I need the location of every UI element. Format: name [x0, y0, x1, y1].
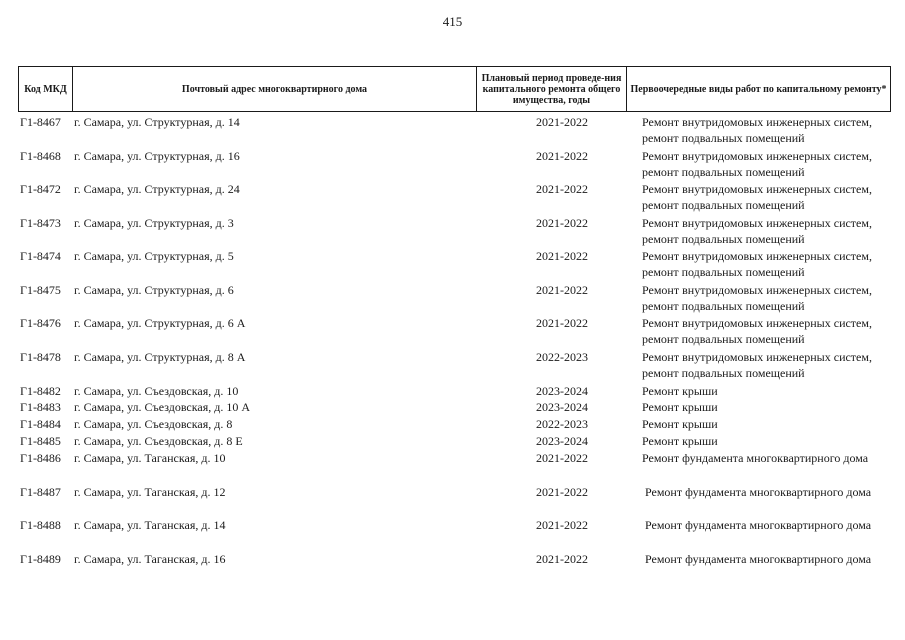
row-address: г. Самара, ул. Структурная, д. 5 [74, 249, 234, 263]
row-work-line1: Ремонт крыши [642, 434, 718, 448]
row-address: г. Самара, ул. Таганская, д. 14 [74, 518, 226, 532]
row-address: г. Самара, ул. Структурная, д. 3 [74, 216, 234, 230]
row-address: г. Самара, ул. Съездовская, д. 10 А [74, 400, 251, 414]
row-period: 2021-2022 [536, 149, 588, 163]
row-work-line2: ремонт подвальных помещений [642, 265, 805, 279]
row-period: 2021-2022 [536, 216, 588, 230]
row-address: г. Самара, ул. Структурная, д. 6 [74, 283, 234, 297]
row-work-line2: ремонт подвальных помещений [642, 366, 805, 380]
row-code: Г1-8482 [20, 384, 61, 398]
row-work-line2: ремонт подвальных помещений [642, 198, 805, 212]
row-address: г. Самара, ул. Таганская, д. 16 [74, 552, 226, 566]
row-code: Г1-8485 [20, 434, 61, 448]
row-period: 2021-2022 [536, 182, 588, 196]
row-period: 2023-2024 [536, 434, 588, 448]
row-period: 2022-2023 [536, 417, 588, 431]
row-period: 2022-2023 [536, 350, 588, 364]
row-code: Г1-8478 [20, 350, 61, 364]
header-period: Плановый период проведе-ния капитального ремонта общего имущества, годы [477, 67, 627, 112]
row-code: Г1-8475 [20, 283, 61, 297]
row-work-line1: Ремонт внутридомовых инженерных систем, [642, 149, 872, 163]
row-code: Г1-8474 [20, 249, 61, 263]
row-work-line1: Ремонт внутридомовых инженерных систем, [642, 283, 872, 297]
row-code: Г1-8488 [20, 518, 61, 532]
row-code: Г1-8468 [20, 149, 61, 163]
row-period: 2021-2022 [536, 249, 588, 263]
row-work-line2: ремонт подвальных помещений [642, 332, 805, 346]
row-address: г. Самара, ул. Структурная, д. 14 [74, 115, 240, 129]
row-period: 2021-2022 [536, 316, 588, 330]
page-number: 415 [442, 14, 463, 29]
row-work-line2: ремонт подвальных помещений [642, 299, 805, 313]
row-code: Г1-8487 [20, 485, 61, 499]
row-address: г. Самара, ул. Съездовская, д. 10 [74, 384, 239, 398]
row-work-line1: Ремонт фундамента многоквартирного дома [645, 485, 872, 499]
row-work-line1: Ремонт фундамента многоквартирного дома [642, 451, 869, 465]
header-works: Первоочередные виды работ по капитальному ремонту* [627, 67, 891, 112]
row-period: 2021-2022 [536, 485, 588, 499]
row-work-line1: Ремонт фундамента многоквартирного дома [645, 518, 872, 532]
row-address: г. Самара, ул. Таганская, д. 10 [74, 451, 226, 465]
header-code: Код МКД [19, 67, 73, 112]
row-period: 2021-2022 [536, 115, 588, 129]
row-work-line2: ремонт подвальных помещений [642, 165, 805, 179]
row-code: Г1-8473 [20, 216, 61, 230]
row-work-line1: Ремонт внутридомовых инженерных систем, [642, 115, 872, 129]
row-address: г. Самара, ул. Съездовская, д. 8 Е [74, 434, 243, 448]
row-code: Г1-8483 [20, 400, 61, 414]
row-work-line1: Ремонт крыши [642, 384, 718, 398]
row-address: г. Самара, ул. Таганская, д. 12 [74, 485, 226, 499]
row-work-line1: Ремонт крыши [642, 417, 718, 431]
row-code: Г1-8467 [20, 115, 61, 129]
row-period: 2021-2022 [536, 518, 588, 532]
row-code: Г1-8472 [20, 182, 61, 196]
row-code: Г1-8486 [20, 451, 61, 465]
row-period: 2021-2022 [536, 552, 588, 566]
row-address: г. Самара, ул. Структурная, д. 24 [74, 182, 240, 196]
row-period: 2023-2024 [536, 400, 588, 414]
row-period: 2021-2022 [536, 283, 588, 297]
row-work-line1: Ремонт внутридомовых инженерных систем, [642, 350, 872, 364]
row-code: Г1-8489 [20, 552, 61, 566]
row-code: Г1-8484 [20, 417, 61, 431]
row-address: г. Самара, ул. Структурная, д. 8 А [74, 350, 246, 364]
row-work-line2: ремонт подвальных помещений [642, 131, 805, 145]
row-work-line1: Ремонт внутридомовых инженерных систем, [642, 316, 872, 330]
row-work-line1: Ремонт фундамента многоквартирного дома [645, 552, 872, 566]
row-work-line1: Ремонт внутридомовых инженерных систем, [642, 182, 872, 196]
row-address: г. Самара, ул. Структурная, д. 6 А [74, 316, 246, 330]
row-period: 2023-2024 [536, 384, 588, 398]
row-work-line1: Ремонт внутридомовых инженерных систем, [642, 249, 872, 263]
row-work-line1: Ремонт крыши [642, 400, 718, 414]
row-period: 2021-2022 [536, 451, 588, 465]
row-work-line2: ремонт подвальных помещений [642, 232, 805, 246]
row-code: Г1-8476 [20, 316, 61, 330]
row-address: г. Самара, ул. Структурная, д. 16 [74, 149, 240, 163]
row-work-line1: Ремонт внутридомовых инженерных систем, [642, 216, 872, 230]
header-address: Почтовый адрес многоквартирного дома [73, 67, 477, 112]
row-address: г. Самара, ул. Съездовская, д. 8 [74, 417, 233, 431]
